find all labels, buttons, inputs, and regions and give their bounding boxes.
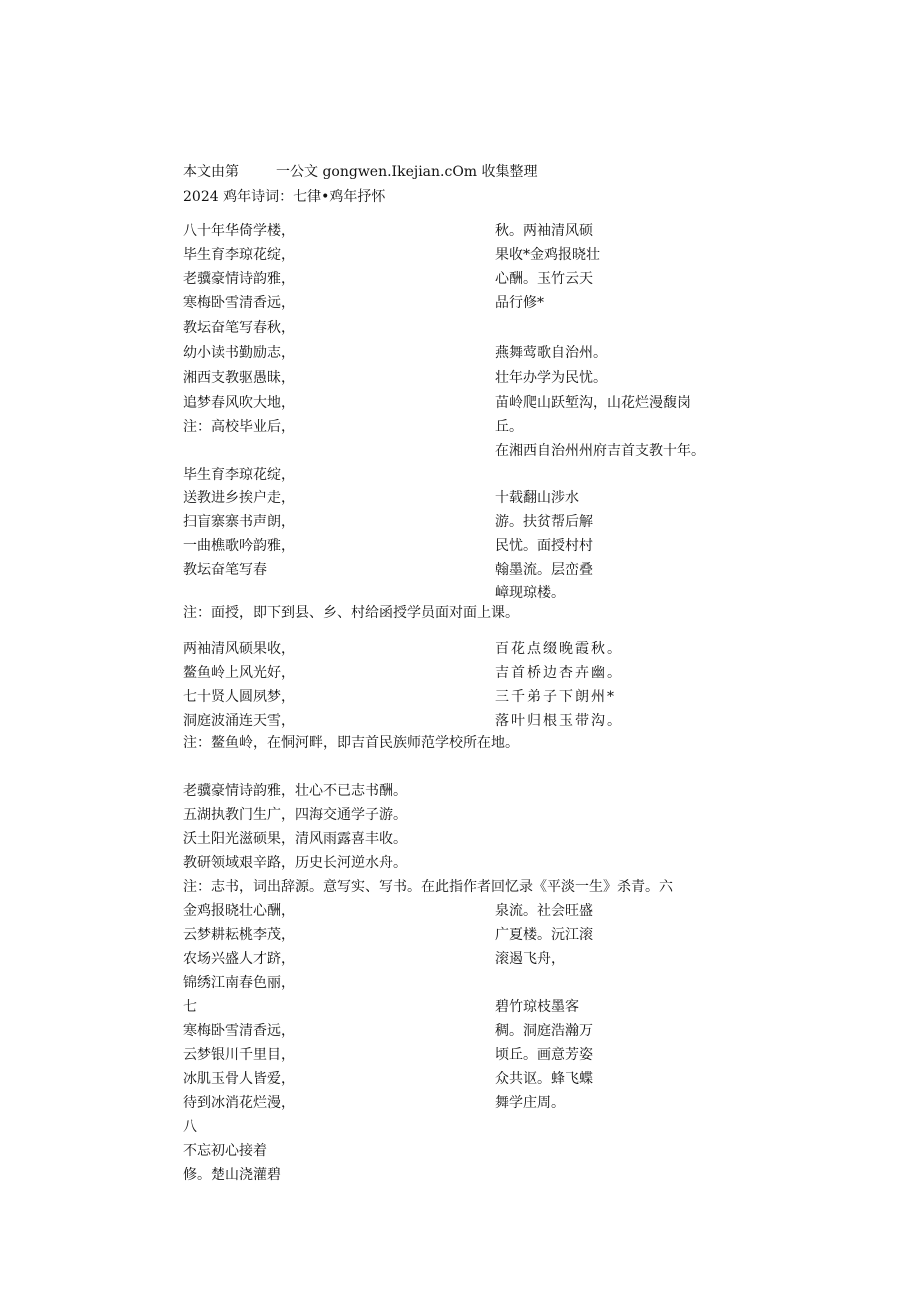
verse-col-left: 云梦银川千里目， <box>183 1047 295 1063</box>
verse-col-left: 金鸡报晓壮心酬， <box>183 903 295 919</box>
verse-line <box>183 394 691 412</box>
verse-col-left: 毕生育李琼花绽， <box>183 247 295 263</box>
verse-line <box>183 1070 593 1088</box>
verse-line: 修。楚山浇灌碧 <box>183 1167 281 1183</box>
verse-col-left: 冰肌玉骨人皆爱， <box>183 1071 295 1087</box>
verse-col-right: 滚遏飞舟， <box>495 951 565 967</box>
verse-col-left: 七十贤人圆夙梦， <box>183 689 295 705</box>
verse-col-right: 秋。两袖清风硕 <box>495 223 593 239</box>
verse-col-right: 苗岭爬山跃堑沟，山花烂漫馥岗 <box>495 395 691 411</box>
verse-col-right: 翰墨流。层峦叠 <box>495 562 593 578</box>
verse-col-left: 湘西支教驱愚昧， <box>183 370 295 386</box>
verse-col-right: 众共讴。蜂飞蝶 <box>495 1071 593 1087</box>
verse-line <box>183 640 623 658</box>
verse-col-right: 品行修* <box>495 295 544 311</box>
verse-col-right: 民忧。面授村村 <box>495 538 593 554</box>
annotation-note: 注：志书，词出辞源。意写实、写书。在此指作者回忆录《平淡一生》杀青。六 <box>183 879 673 895</box>
annotation-note: 注：鳌鱼岭，在恫河畔，即吉首民族师范学校所在地。 <box>183 735 519 751</box>
verse-line: 沃土阳光滋硕果，清风雨露喜丰收。 <box>183 831 407 847</box>
verse-line: 教研领域艰辛路，历史长河逆水舟。 <box>183 855 407 871</box>
verse-line <box>183 1094 565 1112</box>
verse-line <box>183 489 579 507</box>
verse-col-right: 碧竹琼枝墨客 <box>495 999 579 1015</box>
verse-col-left: 幼小读书勤励志， <box>183 345 295 361</box>
verse-col-left: 锦绣江南春色丽， <box>183 975 295 991</box>
verse-col-right: 燕舞莺歌自治州。 <box>495 345 607 361</box>
verse-col-left: 扫盲寨寨书声朗， <box>183 514 295 530</box>
verse-col-right: 三千弟子下朗州* <box>495 689 616 705</box>
verse-line <box>183 537 593 555</box>
verse-col-left: 老骥豪情诗韵雅， <box>183 271 295 287</box>
verse-col-left: 一曲樵歌吟韵雅， <box>183 538 295 554</box>
verse-col-left: 追梦春风吹大地， <box>183 395 295 411</box>
verse-col-left: 注：高校毕业后， <box>183 419 295 435</box>
verse-line: 五湖执教门生广，四海交通学子游。 <box>183 807 407 823</box>
verse-col-right: 嶂现琼楼。 <box>495 585 565 601</box>
verse-line <box>183 688 616 706</box>
verse-line <box>183 998 579 1016</box>
verse-line: 不忘初心接着 <box>183 1143 267 1159</box>
verse-col-left: 送教进乡挨户走， <box>183 490 295 506</box>
verse-col-right: 广夏楼。沅江滚 <box>495 927 593 943</box>
verse-col-left: 农场兴盛人才跻， <box>183 951 295 967</box>
verse-col-right: 丘。 <box>495 419 523 435</box>
verse-col-right: 稠。洞庭浩瀚万 <box>495 1023 593 1039</box>
verse-col-right: 在湘西自治州州府吉首支教十年。 <box>495 443 705 459</box>
verse-col-left: 鳌鱼岭上风光好， <box>183 665 295 681</box>
verse-line <box>183 902 593 920</box>
verse-col-left: 毕生育李琼花绽， <box>183 467 295 483</box>
verse-line <box>183 974 295 992</box>
verse-line <box>183 513 593 531</box>
verse-line <box>183 466 295 484</box>
verse-col-left: 教坛奋笔写春秋， <box>183 320 295 336</box>
verse-col-left: 寒梅卧雪清香远， <box>183 295 295 311</box>
verse-col-right: 心酬。玉竹云天 <box>495 271 593 287</box>
source-site: 一公文 gongwen.Ikejian.cOm 收集整理 <box>276 164 538 180</box>
verse-col-right: 十载翻山涉水 <box>495 490 579 506</box>
annotation-note: 注：面授，即下到县、乡、村给函授学员面对面上课。 <box>183 605 519 621</box>
verse-col-left: 寒梅卧雪清香远， <box>183 1023 295 1039</box>
verse-col-right: 游。扶贫帮后解 <box>495 514 593 530</box>
verse-line <box>183 926 593 944</box>
page-title: 2024 鸡年诗词：七律•鸡年抒怀 <box>183 189 386 205</box>
verse-line <box>183 561 593 579</box>
verse-line <box>183 950 565 968</box>
verse-line: 老骥豪情诗韵雅，壮心不已志书酬。 <box>183 783 407 799</box>
verse-line <box>183 270 593 288</box>
verse-col-right: 吉首桥边杏卉幽。 <box>495 665 623 681</box>
verse-col-left: 云梦耕耘桃李茂， <box>183 927 295 943</box>
verse-line <box>183 1022 593 1040</box>
verse-col-left: 洞庭波涌连天雪， <box>183 713 295 729</box>
verse-line <box>183 294 544 312</box>
verse-line <box>183 246 600 264</box>
verse-col-left: 教坛奋笔写春 <box>183 562 267 578</box>
verse-col-left: 两袖清风硕果收， <box>183 641 295 657</box>
verse-col-left: 待到冰消花烂漫， <box>183 1095 295 1111</box>
section-number: 七 <box>183 999 197 1015</box>
verse-col-right: 果收*金鸡报晓壮 <box>495 247 600 263</box>
verse-line <box>183 319 295 337</box>
verse-line <box>183 222 593 240</box>
section-number: 八 <box>183 1119 197 1135</box>
verse-line <box>183 1046 593 1064</box>
verse-line <box>183 418 523 436</box>
verse-col-right: 百花点缀晚霞秋。 <box>495 641 623 657</box>
verse-col-right: 壮年办学为民忧。 <box>495 370 607 386</box>
verse-line <box>183 664 623 682</box>
verse-col-right: 舞学庄周。 <box>495 1095 565 1111</box>
verse-line <box>183 369 607 387</box>
verse-col-left: 八十年华倚学楼， <box>183 223 295 239</box>
verse-col-right: 落叶归根玉带沟。 <box>495 713 623 729</box>
verse-line <box>183 712 623 730</box>
verse-col-right: 顷丘。画意芳姿 <box>495 1047 593 1063</box>
verse-col-right: 泉流。社会旺盛 <box>495 903 593 919</box>
source-label: 本文由第 <box>183 164 239 180</box>
verse-line <box>183 344 607 362</box>
